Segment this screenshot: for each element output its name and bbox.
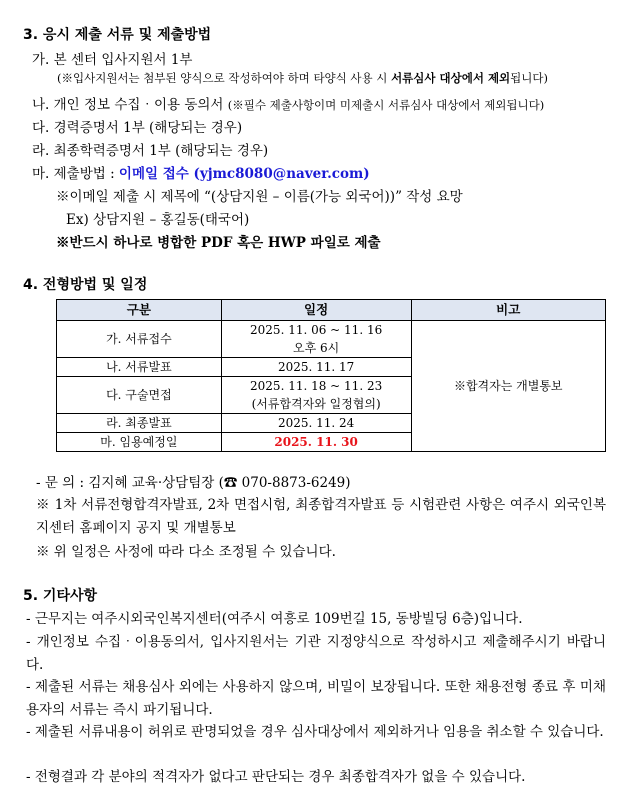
row-schedule: 2025. 11. 06 ~ 11. 16 오후 6시: [221, 321, 411, 358]
row-label: 마. 임용예정일: [57, 433, 222, 452]
row-label: 나. 서류발표: [57, 358, 222, 377]
item-education-certificate: 라. 최종학력증명서 1부 (해당되는 경우): [32, 143, 269, 159]
merge-file-note: ※반드시 하나로 병합한 PDF 혹은 HWP 파일로 제출: [56, 235, 381, 251]
misc-item-privacy: - 제출된 서류는 채용심사 외에는 사용하지 않으며, 비밀이 보장됩니다. 또한 채용전형 종료 후 미채용자의 서류는 즉시 파기됩니다.: [26, 679, 606, 718]
section5-heading: 5. 기타사항: [23, 588, 98, 604]
item-career-certificate: 다. 경력증명서 1부 (해당되는 경우): [32, 120, 243, 136]
item-privacy-consent: 나. 개인 정보 수집‧이용 동의서 (※필수 제출사항이며 미제출시 서류심사 대상에서 제외됩니다): [32, 97, 545, 113]
notice-schedule-change: ※ 위 일정은 사정에 따라 다소 조정될 수 있습니다.: [36, 544, 336, 560]
row-schedule-highlight: 2025. 11. 30: [221, 433, 411, 452]
row-label: 다. 구술면접: [57, 377, 222, 414]
row-schedule: 2025. 11. 17: [221, 358, 411, 377]
row-schedule: 2025. 11. 18 ~ 11. 23 (서류합격자와 일정협의): [221, 377, 411, 414]
section4-heading: 4. 전형방법 및 일정: [23, 277, 148, 293]
application-form-note: (※입사지원서는 첨부된 양식으로 작성하여야 하며 타양식 사용 시 서류심사 대상에서 제외됩니다): [57, 71, 548, 85]
table-header-row: [57, 300, 606, 321]
email-link[interactable]: 이메일 접수 (yjmc8080@naver.com): [118, 166, 370, 182]
misc-item-forms: - 개인정보 수집‧이용동의서, 입사지원서는 기관 지정양식으로 작성하시고 제출해주시기 바랍니다.: [26, 634, 606, 673]
header-category: 구분: [57, 300, 222, 321]
row-schedule: 2025. 11. 24: [221, 414, 411, 433]
item-submission-method: 마. 제출방법 : 이메일 접수 (yjmc8080@naver.com): [32, 166, 370, 182]
row-label: 라. 최종발표: [57, 414, 222, 433]
remark-cell: ※합격자는 개별통보: [411, 321, 606, 452]
email-example: Ex) 상담지원 – 홍길동(태국어): [66, 212, 250, 228]
misc-item-workplace: - 근무지는 여주시외국인복지센터(여주시 여흥로 109번길 15, 동방빌딩 6층)입니다.: [26, 611, 523, 627]
header-schedule: 일정: [221, 300, 411, 321]
contact-info: - 문 의 : 김지혜 교육·상담팀장 (☎ 070-8873-6249): [36, 475, 351, 491]
row-label: 가. 서류접수: [57, 321, 222, 358]
schedule-table: [56, 299, 606, 452]
email-subject-note: ※이메일 제출 시 제목에 “(상담지원 – 이름(가능 외국어))” 작성 요망: [56, 189, 463, 205]
table-row: [57, 321, 606, 358]
section3-heading: 3. 응시 제출 서류 및 제출방법: [23, 27, 212, 43]
item-application-form: 가. 본 센터 입사지원서 1부: [32, 52, 193, 68]
misc-item-false-info: - 제출된 서류내용이 허위로 판명되었을 경우 심사대상에서 제외하거나 임용을 취소할 수 있습니다.: [26, 724, 604, 740]
misc-item-no-candidate: - 전형결과 각 분야의 적격자가 없다고 판단되는 경우 최종합격자가 없을 수 있습니다.: [26, 769, 526, 785]
notice-announcement: ※ 1차 서류전형합격자발표, 2차 면접시험, 최종합격자발표 등 시험관련 사항은 여주시 외국인복지센터 홈페이지 공지 및 개별통보: [36, 497, 606, 536]
header-remark: 비고: [411, 300, 606, 321]
